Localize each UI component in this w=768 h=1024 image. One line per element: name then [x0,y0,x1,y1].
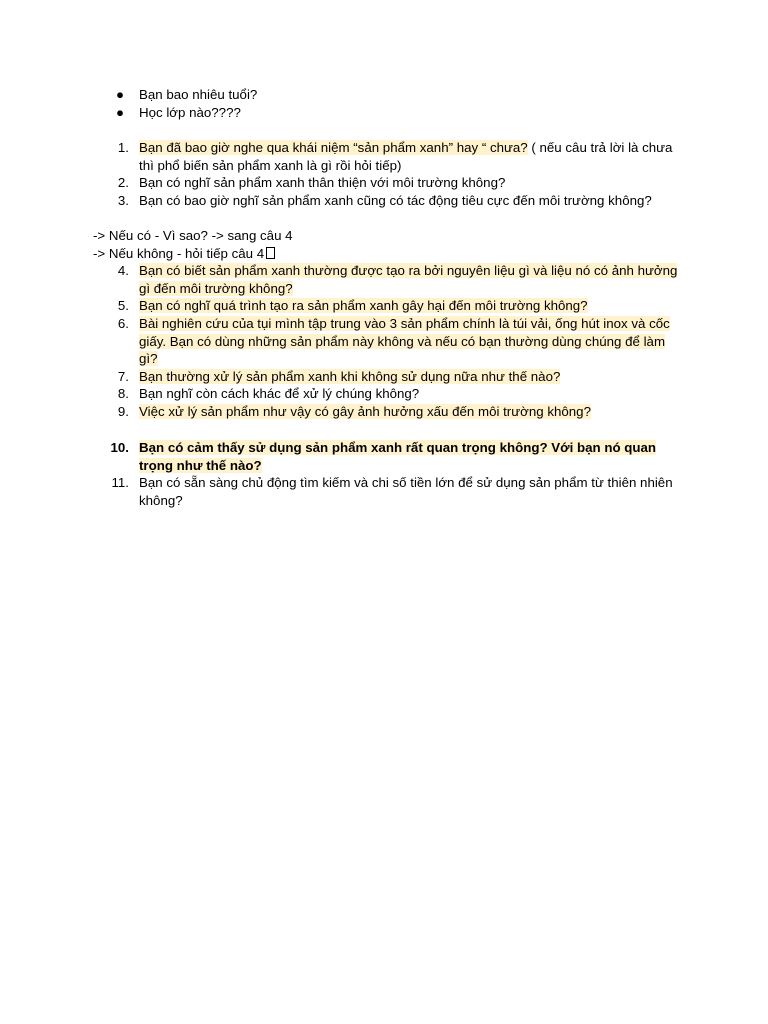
bullet-list [110,86,670,122]
bullet-item-text: Học lớp nào???? [139,104,241,120]
question-text: Bạn có bao giờ nghĩ sản phẩm xanh cũng có tác động tiêu cực đến môi trường không? [139,192,652,208]
highlighted-text: Bạn có biết sản phẩm xanh thường được tạo ra bởi nguyên liệu gì và liệu nó có ảnh hưởng gì đến môi trường không? [139,263,678,296]
bullet-dot: ● [115,87,125,102]
question-text [139,262,679,297]
question-number: 7. [117,368,129,384]
question-number: 9. [117,403,129,419]
question-text: Bạn nghĩ còn cách khác để xử lý chúng không? [139,386,420,402]
question-number: 4. [117,263,129,279]
question-number: 1. [117,140,129,155]
bullet-dot: ● [115,104,125,120]
missing-glyph-icon [266,247,275,259]
question-number: 5. [117,298,129,314]
question-number: 10. [110,440,129,455]
highlighted-text: Bài nghiên cứu của tụi mình tập trung vào 3 sản phẩm chính là túi vải, ống hút inox và cốc giấy. Bạn có dùng những sản phẩm này không và nếu có bạn thường dùng chúng để làm gì? [139,315,670,367]
question-text [139,139,679,174]
branch-yes-line [93,227,693,245]
bullet-item-text: Bạn bao nhiêu tuổi? [139,87,258,102]
question-list-1 [93,139,693,229]
question-list-3 [93,439,693,511]
question-number: 2. [117,175,129,191]
question-number: 6. [117,315,129,331]
branch-no-text: -> Nếu không - hỏi tiếp câu 4 [93,245,265,261]
highlighted-text: Bạn có nghĩ quá trình tạo ra sản phẩm xanh gây hại đến môi trường không? [139,298,588,314]
highlighted-text: Bạn có cảm thấy sử dụng sản phẩm xanh rất quan trọng không? Với bạn nó quan trọng như thế nào? [139,440,657,473]
question-text: Bạn có sẵn sàng chủ động tìm kiếm và chi số tiền lớn để sử dụng sản phẩm từ thiên nhiên không? [139,475,673,508]
question-text [139,315,679,368]
question-text [139,439,679,474]
highlighted-text: Bạn thường xử lý sản phẩm xanh khi không sử dụng nữa như thế nào? [139,368,561,384]
question-text [139,368,679,386]
question-note: ( nếu câu trả lời là chưa thì phổ biến sản phẩm xanh là gì rồi hỏi tiếp) [139,140,673,173]
question-number: 8. [117,386,129,402]
question-text [139,297,679,315]
question-number: 11. [111,475,129,491]
question-list-2 [93,262,693,422]
question-text: Bạn có nghĩ sản phẩm xanh thân thiện với môi trường không? [139,175,506,191]
question-text [139,403,679,421]
highlighted-text: Bạn đã bao giờ nghe qua khái niệm “sản phẩm xanh” hay “ chưa? [139,140,528,155]
highlighted-text: Việc xử lý sản phẩm như vậy có gây ảnh hưởng xấu đến môi trường không? [139,403,591,419]
branch-no-line [93,245,693,263]
question-number: 3. [117,192,129,208]
branch-yes-text: -> Nếu có - Vì sao? -> sang câu 4 [93,228,293,243]
